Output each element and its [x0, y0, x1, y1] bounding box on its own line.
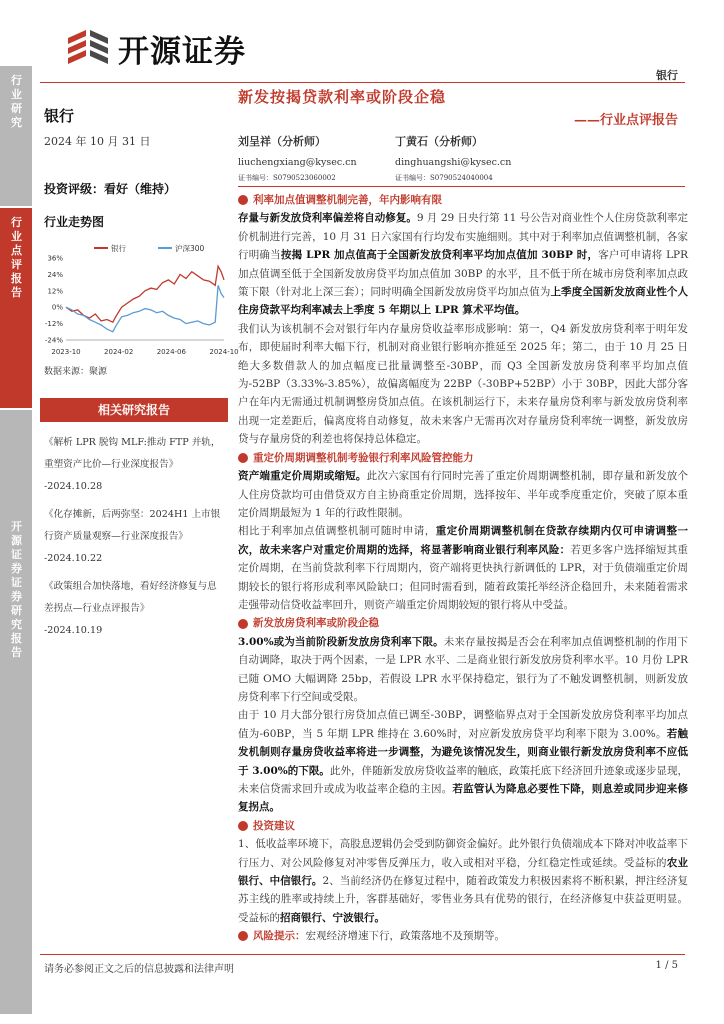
section-bullet-icon: [238, 821, 248, 831]
section-bullet-icon: [238, 931, 248, 941]
y-tick-label: 12%: [47, 287, 63, 296]
logo-text: 开源证券: [118, 34, 246, 70]
related-report-item[interactable]: [44, 432, 226, 498]
analyst-email[interactable]: dinghuangshi@kysec.cn: [395, 157, 512, 168]
y-tick-label: -24%: [44, 336, 63, 345]
related-report-item[interactable]: [44, 576, 226, 642]
side-tab-report-type: [0, 208, 32, 408]
section-bullet-icon: [238, 195, 248, 205]
kaiyuan-logo-icon: [64, 24, 114, 74]
report-date: 2024 年 10 月 31 日: [44, 135, 151, 148]
risk-text: 宏观经济增速下行，政策落地不及预期等。: [305, 930, 505, 943]
series-line-csi300: [66, 285, 224, 332]
side-tab-label: 行业点评报告: [11, 216, 22, 299]
related-report-date: -2024.10.28: [44, 481, 103, 492]
side-tab-label: 行业研究: [11, 74, 22, 129]
trend-chart-title: 行业走势图: [44, 215, 105, 229]
paragraph: 3.00%或为当前阶段新发放房贷利率下限。未来存量按揭是否会在利率加点值调整机制的作用下自动调降，取决于两个因素，一是 LPR 水平、二是商业银行新发放房贷利率水平。10 月份 LPR 已随 OMO 大幅调降 25bp，若假设 LPR 水平保持稳定，银行为了不触发调整机制，则新发放房贷利率下行空间或受限。: [238, 635, 688, 703]
footer-divider: [40, 954, 685, 955]
related-report-date: -2024.10.19: [44, 625, 103, 636]
report-subtitle: ——行业点评报告: [573, 113, 678, 128]
section-heading: [238, 817, 688, 835]
x-tick-label: 2023-10: [51, 348, 81, 356]
series-line-bank: [66, 266, 224, 322]
section-bullet-icon: [238, 619, 248, 629]
section-heading-text: 利率加点值调整机制完善，年内影响有限: [253, 194, 442, 206]
related-reports-title: 相关研究报告: [40, 398, 228, 422]
x-tick-label: 2024-06: [156, 348, 186, 356]
industry-name: 银行: [44, 107, 75, 125]
trend-chart-svg: [40, 240, 239, 358]
risk-label: 风险提示：: [253, 930, 306, 943]
analyst-name: 丁黄石（分析师）: [395, 135, 483, 148]
legend-label: 沪深300: [175, 244, 205, 253]
header-divider: [40, 82, 685, 83]
paragraph: 资产端重定价周期或缩短。此次六家国有行同时完善了重定价周期调整机制，即存量和新发放个人住房贷款均可由借贷双方自主协商重定价周期，选择按年、半年或季度重定价，突破了原本重定价周期最短为 1 年的行政性限制。: [238, 470, 689, 519]
analyst-divider: [238, 186, 685, 187]
y-tick-label: 24%: [47, 270, 63, 279]
industry-tag: 银行: [656, 69, 678, 82]
paragraph: 存量与新发放贷利率偏差将自动修复。9 月 29 日央行第 11 号公告对商业性个人住房贷款利率定价机制进行完善，10 月 31 日六家国有行均发布实施细则。其中对于利率加点值调整机制，各家行明确当按揭 LPR 加点值高于全国新发放贷利率平均加点值加 30BP 时，客户可申请将 LPR 加点值调至低于全国新发放房贷平均加点值加 30BP 的水平，且不低于所在城市房贷利率加点政策下限（针对北上深三套）；同时明确全国新发放房贷平均加点值为上季度全国新发放商业性个人住房贷款平均利率减去上季度 5 年期以上 LPR 算术平均值。: [238, 212, 689, 317]
analyst-name: 刘呈祥（分析师）: [238, 135, 326, 148]
section-heading: [238, 614, 688, 632]
related-report-date: -2024.10.22: [44, 553, 103, 564]
industry-trend-chart: [40, 240, 239, 358]
data-source: 数据来源：聚源: [44, 367, 108, 377]
page-number: 1 / 5: [655, 960, 678, 971]
related-reports-list: [44, 432, 226, 648]
section-heading-text: 重定价周期调整机制考验银行利率风险管控能力: [253, 451, 474, 464]
paragraph: 1、低收益率环境下，高股息逻辑仍会受到防御资金偏好。此外银行负债端成本下降对冲收益率下行压力、对公风险修复对冲零售反弹压力，收入或相对平稳，分红稳定性或延续。受益标的农业银行、中信银行。2、当前经济仍在修复过程中，随着政策发力积极因素将不断积累，押注经济复苏主线的胜率或持续上升，客群基础好，零售业务具有优势的银行，在经济修复中获益更明显。受益标的招商银行、宁波银行。: [238, 838, 689, 924]
paragraph: 相比于利率加点值调整机制可随时申请，重定价周期调整机制在贷款存续期内仅可申请调整一次，故未来客户对重定价周期的选择，将显著影响商业银行利率风险：若更多客户选择缩短其重定价周期，在当前贷款利率下行周期内，资产端将更快执行新调低的 LPR，对于负债端重定价周期较长的银行将形成利率风险缺口；但同时需看到，随着政策托举经济企稳回升，未来随着需求走强带动信贷收益率回升，则资产端重定价周期较短的银行将从中受益。: [238, 525, 689, 611]
legend-label: 银行: [111, 244, 126, 253]
analyst-cert: 证书编号：S0790523060002: [238, 174, 336, 182]
y-tick-label: 0%: [51, 303, 63, 312]
investment-rating: 投资评级：看好（维持）: [44, 182, 177, 196]
section-bullet-icon: [238, 453, 248, 463]
analyst-cert: 证书编号：S0790524040004: [395, 174, 493, 182]
report-title: 新发按揭贷款利率或阶段企稳: [238, 88, 447, 106]
paragraph: 由于 10 月大部分银行房贷加点值已调至-30BP，调整临界点对于全国新发放房贷利率平均加点值为-60BP，当 5 年期 LPR 维持在 3.60%时，对应新发放房贷平均利率下限为 3.00%。若触发机制则存量房贷收益率将进一步调整，为避免该情况发生，则商业银行新发放房贷利率不应低于 3.00%的下限。此外，伴随新发放房贷收益率的触底，政策托底下经济回升迹象或逐步显现，未来信贷需求回升或成为收益率企稳的主因。若监管认为降息必要性下降，则息差或同步迎来修复拐点。: [238, 709, 688, 814]
x-tick-label: 2024-02: [104, 348, 134, 356]
related-report-title[interactable]: 《政策组合加快落地，看好经济修复与息差拐点—行业点评报告》: [44, 581, 217, 614]
paragraph: 我们认为该机制不会对银行年内存量房贷收益率形成影响：第一，Q4 新发放房贷利率于明年发布，即使届时利率大幅下行，机制对商业银行影响亦推延至 2025 年；第二，由于 10 月 25 日绝大多数借款人的加点幅度已批量调整至-30BP，而 Q3 全国新发放房贷利率平均加点值为-52BP（3.33%-3.85%），故偏离幅度为 22BP（-30BP+52BP）小于 30BP，因此大部分客户在年内无需通过机制调整房贷加点值。在该机制运行下，未来存量房贷利率与新发放房贷利率出现一定差距后，偏离度将自动修复，故未来客户无需再次对存量房贷利率统一调整，新发放房贷与存量房贷的利差也将保持总体稳定。: [238, 322, 688, 446]
section-heading: [238, 191, 688, 209]
section-heading-text: 新发放房贷利率或阶段企稳: [253, 617, 379, 630]
related-report-item[interactable]: [44, 504, 226, 570]
section-heading: [238, 449, 688, 467]
footer-disclaimer: 请务必参阅正文之后的信息披露和法律声明: [44, 964, 234, 975]
related-report-title[interactable]: 《解析 LPR 脱钩 MLF:推动 FTP 并轨，重塑资产比价—行业深度报告》: [44, 437, 221, 470]
side-tab-label: 开源证券 证券研究报告: [11, 520, 22, 659]
y-tick-label: -12%: [44, 320, 63, 329]
risk-warning: [238, 927, 688, 945]
side-tab-industry-research: [0, 66, 32, 206]
related-report-title[interactable]: 《化存摊新，后两弥坚：2024H1 上市银行资产质量观察—行业深度报告》: [44, 509, 221, 542]
x-tick-label: 2024-10: [209, 348, 239, 356]
section-heading-text: 投资建议: [253, 819, 295, 832]
side-tab-brand: [0, 410, 32, 1014]
report-body: [238, 191, 688, 946]
analyst-email[interactable]: liuchengxiang@kysec.cn: [238, 157, 357, 168]
analyst-card: [238, 133, 357, 183]
analyst-card: [395, 133, 511, 183]
company-logo: [64, 24, 274, 74]
y-tick-label: 36%: [47, 254, 63, 263]
